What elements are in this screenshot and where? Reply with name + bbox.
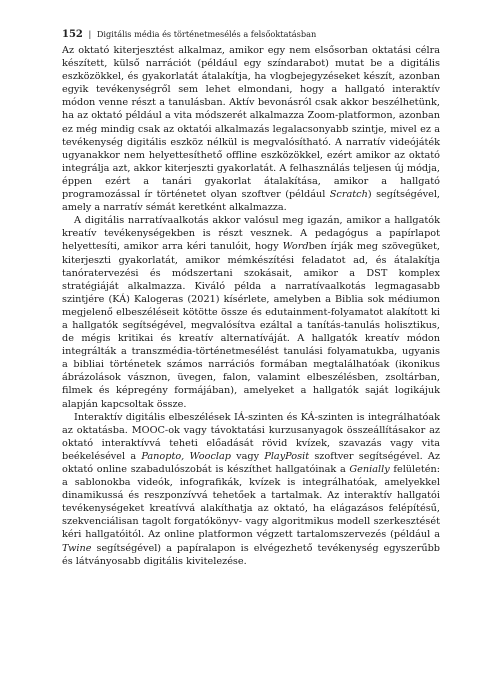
italic-term: Genially — [349, 464, 390, 475]
text-run: szoftver segítségével. Az oktató online szabadulószobát is készíthet hallgatóinak a — [62, 450, 440, 475]
italic-term: Panopto, — [141, 450, 185, 462]
text-run: Az oktató kiterjesztést alkalmaz, amikor egy nem elsősorban oktatási célra készített, külső narrációt (például egy színdarabot) mutat be a digitális eszközökkel, és gyakorlatát átalakítja, ha vlogbejegyzéseket készít, azonban egyik tevékenységről sem lehet elmondani, hogy a hallgató interaktív módon venne részt a tanulásban. Aktív bevonásról csak akkor beszélhetünk, ha az oktató például a vita módszerét alkalmazza Zoom-platformon, azonban ez még mindig csak az oktatói alkalmazás legalacsonyabb szintje, mivel ez a tevékenység digitális eszköz nélkül is megvalósítható. A narratív videójáték ugyanakkor nem helyettesíthető offline eszközökkel, ezért amikor az oktató integrálja azt, akkor kiterjeszti gyakorlatát. A felhasználás teljesen új módja, éppen ezért a tanári gyakorlat átalakítása, amikor a hallgató programozással ír történetet olyan szoftver (például — [62, 45, 440, 201]
text-run: ben írják meg szövegüket, kiterjeszti gyakorlatát, amikor mémkészítési feladatot ad, és átalakítja tanóratervezési és módszertani szokásait, amikor a DST komplex stratégiáját alkalmazza. Kiváló példa a narratívaalkotás legmagasabb szintjére (KÁ) Kalogeras (2021) kísérlete, amelyben a Biblia sok médiumon megjelenő elbeszéléseit kötötte össze és edutainment-folyamatot alakított ki a hallgatók segítségével, megvalósítva ezáltal a tanítás-tanulás holisztikus, de mégis kritikai és kreatív alternatíváját. A hallgatók kreatív módon integrálták a transzmédia-történetmesélést tanulási folyamatukba, ugyanis a bibliai történetek számos narrációs formában megtalálhatóak (ikonikus ábrázolások vásznon, üvegen, falon, valamint elbeszélésben, zsoltárban, filmek és képregény formájában), amelyeket a hallgatók saját logikájuk alapján kapcsoltak össze. — [62, 241, 440, 410]
body-text — [62, 44, 440, 568]
text-run: vagy — [230, 450, 265, 462]
running-title: Digitális média és történetmesélés a felsőoktatásban — [96, 29, 317, 39]
running-header — [62, 28, 442, 41]
text-run: felületén: a sablonokba videók, infografikák, kvízek is integrálhatóak, amelyekkel dinamikussá és reszponzívvá tehetőek a tartalmak. Az interaktív hallgatói tevékenységeket kreatívvá alakíthatja az oktató, ha elágazásos felépítésű, szekvenciálisan tagolt forgatókönyv- vagy algoritmikus modell szerkesztését kéri hallgatóitól. Az online platformon végzett tartalomszervezés (például a — [62, 464, 440, 541]
italic-term: Wooclap — [189, 450, 231, 462]
text-run: segítségével) a papíralapon is elvégezhető tevékenység egyszerűbb és látványosabb digitális kivitelezése. — [62, 542, 440, 567]
italic-term: Scratch — [329, 189, 368, 201]
text-run: Interaktív digitális elbeszélések IÁ-szinten és KÁ-szinten is integrálhatóak az oktatásba. MOOC-ok vagy távoktatási kurzusanyagok összeállításakor az oktató interaktívvá teheti előadását rövid kvízek, szavazás vagy vita beékelésével a — [62, 411, 440, 462]
page-number: 152 — [62, 29, 83, 40]
paragraph-p2 — [62, 214, 440, 410]
text-run: ) segítségével, amely a narratív sémát keretként alkalmazza. — [62, 189, 440, 214]
italic-term: Twine — [62, 542, 92, 554]
italic-term: PlayPosit — [264, 450, 310, 462]
paragraph-p3 — [62, 411, 440, 568]
text-run: A digitális narratívaalkotás akkor valósul meg igazán, amikor a hallgatók kreatív tevékenységekben is részt vesznek. A pedagógus a papírlapot helyettesíti, amikor arra kéri tanulóit, hogy — [62, 215, 440, 253]
paragraph-p1 — [62, 44, 440, 214]
italic-term: Word — [282, 241, 309, 253]
header-separator: | — [88, 29, 92, 39]
